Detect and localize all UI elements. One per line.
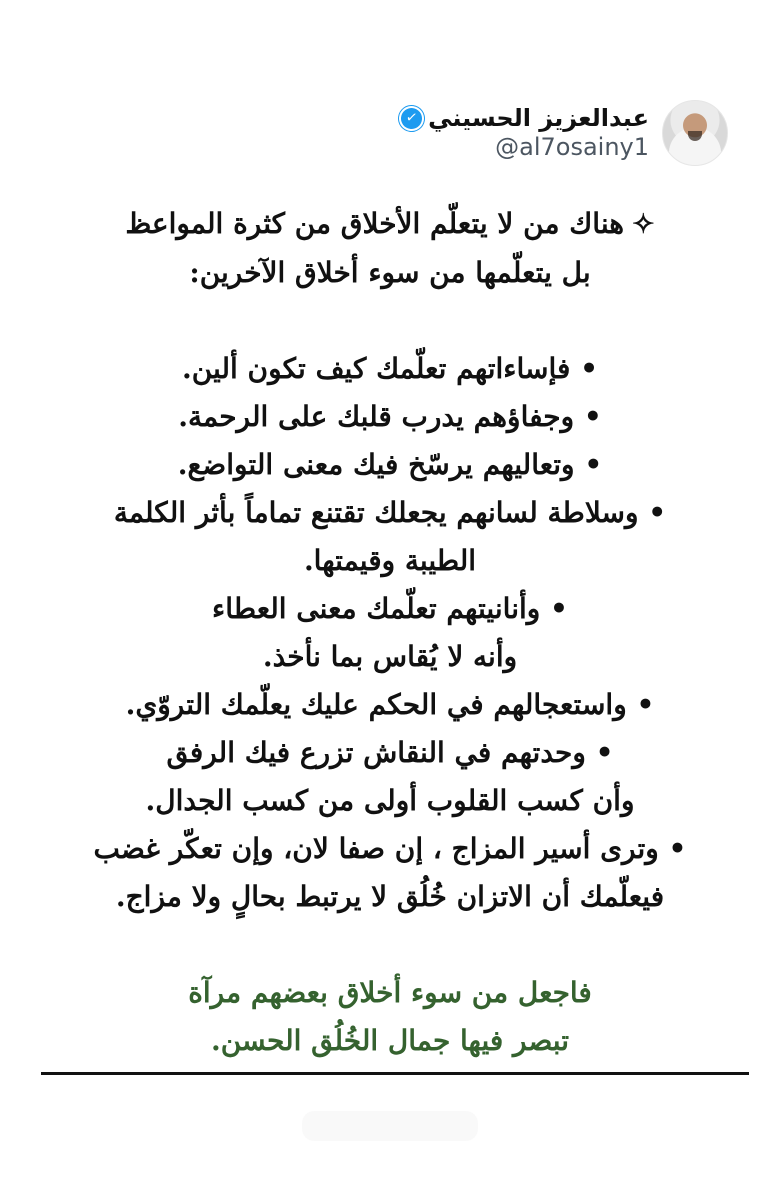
verified-badge-icon: ✓ <box>400 107 424 131</box>
closing-line-2: تبصر فيها جمال الخُلُق الحسن. <box>210 1024 570 1057</box>
author-name-row[interactable] <box>401 104 649 133</box>
point-line-8: • واستعجالهم في الحكم عليك يعلّمك التروّي. <box>125 688 655 721</box>
point-line-12: فيعلّمك أن الاتزان خُلُق لا يرتبط بحالٍ ولا مزاج. <box>115 880 665 913</box>
point-line-7: وأنه لا يُقاس بما نأخذ. <box>262 640 518 673</box>
point-line-4: • وسلاطة لسانهم يجعلك تقتنع تماماً بأثر الكلمة <box>113 496 667 529</box>
point-line-2: • وجفاؤهم يدرب قلبك على الرحمة. <box>178 400 602 433</box>
closing-line-1: فاجعل من سوء أخلاق بعضهم مرآة <box>188 976 592 1009</box>
sparkle-icon: ✧ <box>632 209 655 240</box>
author-handle[interactable]: @al7osainy1 <box>495 133 649 161</box>
point-line-9: • وحدتهم في النقاش تزرع فيك الرفق <box>166 736 614 769</box>
point-line-3: • وتعاليهم يرسّخ فيك معنى التواضع. <box>177 448 603 481</box>
intro-text-1: هناك من لا يتعلّم الأخلاق من كثرة المواعظ <box>125 207 625 240</box>
point-line-6: • وأنانيتهم تعلّمك معنى العطاء <box>212 592 568 625</box>
intro-line-2: بل يتعلّمها من سوء أخلاق الآخرين: <box>189 256 591 289</box>
author-info <box>401 104 649 162</box>
blank-line <box>70 921 710 969</box>
point-line-11: • وترى أسير المزاج ، إن صفا لان، وإن تعكّر غضب <box>93 832 687 865</box>
avatar[interactable] <box>662 100 728 166</box>
point-line-5: الطيبة وقيمتها. <box>303 544 477 577</box>
author-display-name[interactable]: عبدالعزيز الحسيني <box>428 104 649 133</box>
blank-line <box>70 297 710 345</box>
faint-watermark-area <box>302 1111 478 1141</box>
point-line-1: • فإساءاتهم تعلّمك كيف تكون ألين. <box>181 352 599 385</box>
post-body <box>70 200 710 1065</box>
tweet-header <box>48 94 728 172</box>
intro-line-1 <box>70 200 710 249</box>
bottom-divider <box>41 1072 749 1075</box>
point-line-10: وأن كسب القلوب أولى من كسب الجدال. <box>145 784 635 817</box>
